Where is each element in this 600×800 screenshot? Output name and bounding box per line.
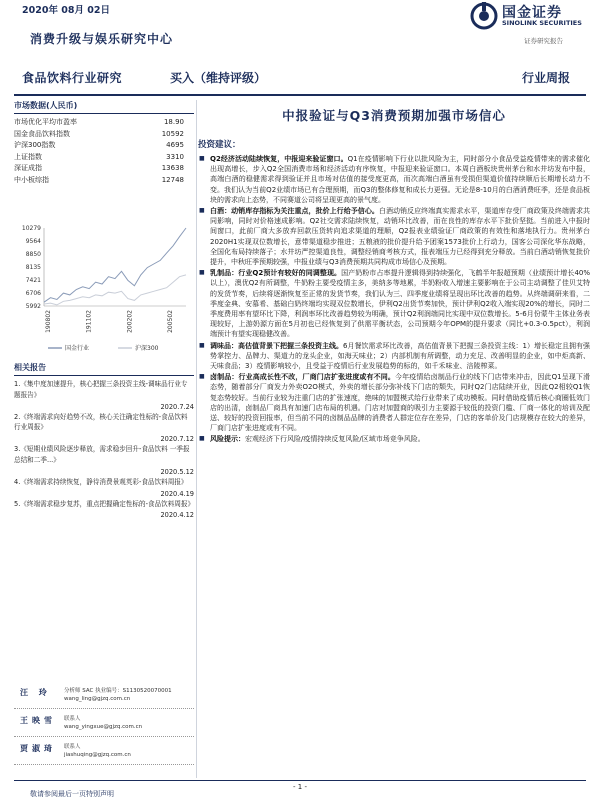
index-chart-svg xyxy=(14,222,194,352)
investment-point-text: 今年疫情给卤制品行业的线下门店带来冲击，因此Q1呈现下滑态势，随着部分厂商发力外卖O2O模式，外卖的增长部分弥补线下门店的颓失，同时Q2门店陆续开业，因此Q2相较Q1恢复态势较好。当前行业较为注重门店的扩张速度，绝味的加盟模式给行业带来了成功模板。同时借助疫情后核心商圈低效门店的出清，卤制品厂商具有加速门店布局的机遇。门店对加盟商的吸引力主要源于较低的投资门槛、厂商一体化的培训及配送、较好的投资回报率，但当前不同的卤制品品牌的消费者人群定位存在差异，门店的客单价及门店规模存在较大的差异，厂商门店扩张进度或有不同。 xyxy=(210,373,590,433)
analyst-email[interactable]: jiashuqing@gjzq.com.cn xyxy=(64,752,131,758)
market-data-label: 国金食品饮料指数 xyxy=(14,129,70,138)
y-tick-label: 5992 xyxy=(25,303,41,310)
analyst-list xyxy=(14,683,194,767)
title-band xyxy=(0,58,600,92)
x-tick-label: 190802 xyxy=(45,310,52,333)
market-data-table xyxy=(14,117,194,186)
market-data-value: 18.90 xyxy=(163,118,184,126)
footer-rule xyxy=(14,780,586,781)
market-data-title: 市场数据(人民币) xyxy=(14,100,194,114)
page-number: - 1 - xyxy=(293,783,307,791)
series-line xyxy=(44,228,186,302)
market-data-label: 上证指数 xyxy=(14,152,42,161)
x-tick-label: 200202 xyxy=(126,310,134,333)
analyst-email[interactable]: wang_ling@gjzq.com.cn xyxy=(64,696,131,702)
industry-title: 食品饮料行业研究 xyxy=(22,71,123,85)
investment-point xyxy=(198,154,590,205)
investment-point-lead: 白酒：动销库存指标为关注重点，批价上行给予信心。 xyxy=(210,207,379,216)
analyst-role: 联系人 xyxy=(64,744,81,750)
related-report-date: 2020.7.24 xyxy=(160,402,194,411)
related-reports-list xyxy=(14,379,194,520)
market-data-row xyxy=(14,129,194,141)
investment-point-lead: Q2经济活动陆续恢复，中报迎来验证窗口。 xyxy=(210,155,348,163)
related-report-item[interactable]: 3.《短期业绩风险逐步释放，需求稳步回升-食品饮料 一季报总结和二季...》 xyxy=(14,445,190,464)
left-column xyxy=(14,100,195,520)
report-type: 行业周报 xyxy=(521,71,570,85)
column-divider xyxy=(196,100,197,778)
market-data-value: 13638 xyxy=(161,164,184,172)
investment-point xyxy=(198,372,590,433)
research-center: 消费升级与娱乐研究中心 xyxy=(30,32,174,46)
company-logo xyxy=(470,2,595,36)
rating: 买入（维持评级） xyxy=(170,71,267,85)
investment-point xyxy=(198,268,590,339)
y-tick-label: 9564 xyxy=(25,238,41,245)
market-data-value: 3310 xyxy=(166,152,184,161)
investment-point-lead: 风险提示： xyxy=(210,435,245,444)
header-rule xyxy=(14,94,586,96)
series-line xyxy=(44,275,186,305)
logo-text-cn: 国金证券 xyxy=(502,5,562,21)
legend-label: 国金行业 xyxy=(65,345,90,352)
analyst-row xyxy=(14,739,194,765)
logo-mark-icon xyxy=(470,2,498,30)
investment-point-text: 白酒动销反应终端真实需求水平，渠道库存受厂商政策及终端需求共同影响，同时对价格速成影响。Q2社交需求陆续恢复，动销环比改善，而在良性的库存水平下批价坚挺。当前进入中报时间窗口，此前厂商大多放弃回款压货转向追求渠道的理顺，Q2报表业绩验证厂商政策的有效性和落地执行力。贵州茅台2020H1实现双位数增长，意带渠道稳步推进；五粮液的批价提升给予团案1573批价上行动力，国客公司深化华东战略，全国化布局持续落子；水井坊严控渠道良性，调整经销商考核方式，报表端压力已经得到充分释放。当前白酒动销恢复批价提升，中秋旺季预期较强，中报业绩与Q3消费预期共同构成市场信心及预期。 xyxy=(210,207,590,267)
analyst-name: 贾淑琦 xyxy=(20,744,56,753)
market-data-label: 中小板综指 xyxy=(14,175,49,184)
related-report-item[interactable]: 1.《集中度加速提升，核心把握三条投资主线-调味品行业专题报告》 xyxy=(14,380,188,399)
analyst-name: 汪 玲 xyxy=(20,688,51,697)
related-report-item[interactable]: 5.《终端需求稳步复苏，重点把握确定性标的-食品饮料周报》 xyxy=(14,499,195,508)
market-data-label: 沪深300指数 xyxy=(14,141,56,149)
market-data-label: 深证成指 xyxy=(14,164,42,172)
related-report-date: 2020.5.12 xyxy=(160,467,194,476)
legend-label: 沪深300 xyxy=(135,345,159,352)
investment-points xyxy=(198,154,590,445)
y-tick-label: 8850 xyxy=(25,251,41,258)
market-data-row xyxy=(14,175,194,187)
related-report-item[interactable]: 2.《终端需求向好趋势不改，核心关注确定性标的-食品饮料行业周报》 xyxy=(14,412,188,432)
investment-point-text: 国产奶粉市占率提升逻辑得到持续强化，飞鹤半年报超预期（业绩预计增长40%以上），澳优Q2有所调整，牛奶粉主要受疫情主多，美纳多等地累，半奶粉收入增速主要影响在于公司主动调整了佳贝艾特的发货节奏，后续将逐渐恢复至正常的发货节奏，我们认为三、四季度业绩将呈现出环比改善的趋势。从终端调研来看，二季度金典、安慕希、基础白奶终端均实现双位数增长，伊利Q2出货节奏加快，预计伊利Q2收入端实现20%的增长，同时二季度费用率有望环比下降，利润率环比改善趋势较为明确，预计Q2利润端同比实现中双位数增长。5-6月份蒙牛主体业务表现较好，上游奶源方面在5月初也已经恢复到了供需平衡状态，公司预期今年OPM的提升要求（同比+0.3-0.5pct），利润端预计有望实现稳健改善。 xyxy=(210,269,591,339)
investment-point-text: 6月餐饮需求环比改善，高估值背景下把握三条投资主线：1）增长稳定且拥有强势掌控力、品牌力、渠道力的龙头企业，如海天味业；2）内部机制有所调整，动力充足、改善明显的企业，如中炬高新、天味食品；3）疫情影响较小，且受益于疫情后行业发展趋势的标的，如千禾味业、涪陵榨菜。 xyxy=(210,341,591,371)
main-column xyxy=(198,100,590,446)
market-data-value: 12748 xyxy=(161,175,184,184)
y-tick-label: 8135 xyxy=(25,264,41,271)
investment-point-text: Q1在疫情影响下行业以批风险为主，同时部分小食品受益疫情带来的需求催化出现高增长，步入Q2全国消费市场和经济活动有序恢复，中报迎来验证窗口。本周白酒板块贵州茅台和水井坊发布中报，高端白酒的稳健需求得到验证并且市场对估值的接受度更高，而次高端白酒虽有受损但渠道价值持续顺后长期增长动力不变。我们认为当前Q2业绩市场已有合理预期，而Q3的整体修复和成长力更强。无论是8-10月的白酒消费旺季，还是食品板块的需求向上态势，不同赛道公司将呈现更高的景气度。 xyxy=(210,155,591,204)
y-tick-label: 10279 xyxy=(21,225,41,232)
market-data-row xyxy=(14,152,194,164)
market-data-row xyxy=(14,163,194,175)
market-data-row xyxy=(14,140,194,152)
market-data-label: 市场优化平均市盈率 xyxy=(14,118,77,126)
investment-point xyxy=(198,341,590,372)
y-tick-label: 7421 xyxy=(25,277,41,284)
invest-label: 投资建议： xyxy=(198,140,241,150)
analyst-email[interactable]: wang_yingxue@gjzq.com.cn xyxy=(64,724,143,730)
market-data-row xyxy=(14,117,194,129)
x-tick-label: 200502 xyxy=(167,310,174,333)
investment-point xyxy=(198,206,590,267)
related-report-date: 2020.4.12 xyxy=(160,511,194,520)
analyst-role: 分析师 SAC 执业编号：S1130520070001 xyxy=(64,688,172,694)
logo-subtitle: 证券研究报告 xyxy=(524,37,563,45)
analyst-row xyxy=(14,711,194,737)
investment-point-text: 宏观经济下行风险/疫情持续反复风险/区域市场竞争风险。 xyxy=(245,435,425,444)
market-data-value: 4695 xyxy=(166,141,184,149)
y-tick-label: 6706 xyxy=(25,290,41,297)
analyst-role: 联系人 xyxy=(64,716,81,722)
market-data-value: 10592 xyxy=(161,129,184,138)
footer-note: 敬请参阅最后一页特别声明 xyxy=(30,790,114,798)
investment-point-lead: 乳制品：行业Q2预计有较好的同调整现。 xyxy=(210,269,342,278)
related-reports xyxy=(14,362,194,520)
related-reports-title: 相关报告 xyxy=(14,362,194,376)
related-report-date: 2020.4.19 xyxy=(160,489,194,498)
analyst-row xyxy=(14,683,194,709)
related-report-date: 2020.7.12 xyxy=(160,435,194,444)
investment-point-lead: 调味品：高估值背景下把握三条投资主线。 xyxy=(210,341,344,350)
analyst-name: 王映雪 xyxy=(20,716,56,725)
x-tick-label: 191102 xyxy=(85,310,93,333)
report-date: 2020年 08月 02日 xyxy=(22,5,110,16)
logo-text-en: SINOLINK SECURITIES xyxy=(502,19,582,27)
investment-point xyxy=(198,434,590,444)
main-title: 中报验证与Q3消费预期加强市场信心 xyxy=(282,108,506,123)
investment-point-lead: 卤制品：行业高成长性不改，厂商门店扩张进度或有不同。 xyxy=(210,373,396,382)
related-report-item[interactable]: 4.《终端需求持续恢复，静待消费景观英彩-食品饮料周报》 xyxy=(14,477,188,486)
